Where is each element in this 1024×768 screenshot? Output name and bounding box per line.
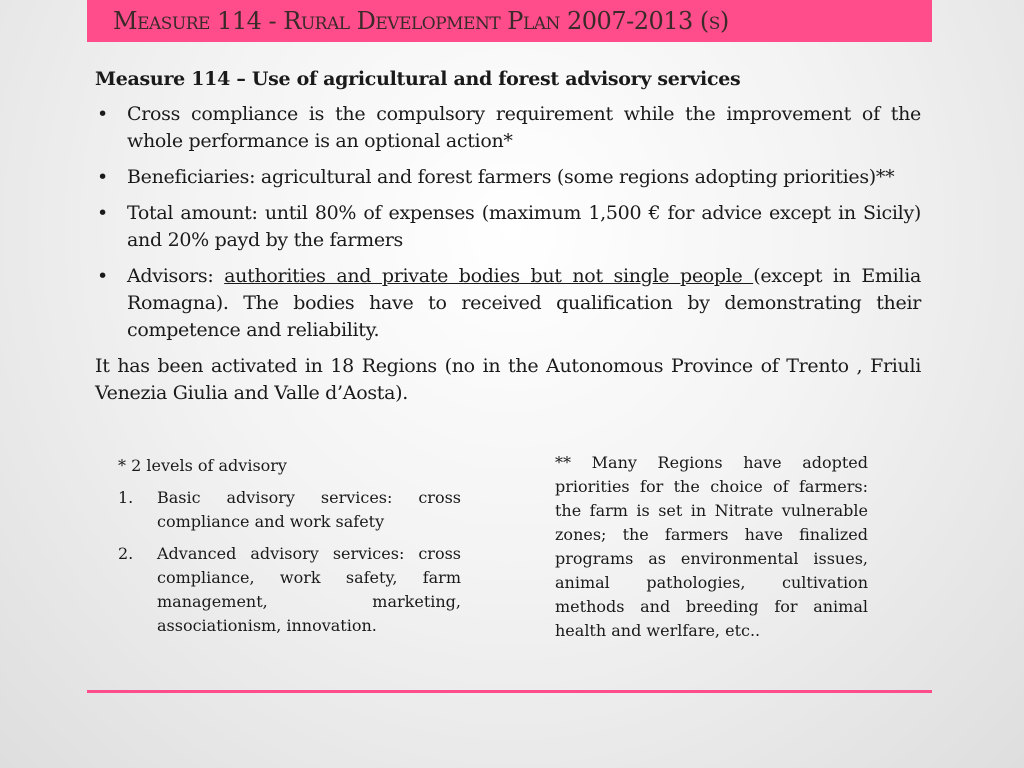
footnote-priorities: ** Many Regions have adopted priorities for the choice of farmers: the farm is set in Nitrate vulnerable zones; the farmers have finalized programs as environmental issues, animal pathologies, cultivation methods and breeding for animal health and werlfare, etc.. xyxy=(555,453,868,640)
section-heading: Measure 114 – Use of agricultural and forest advisory services xyxy=(95,68,741,90)
list-number: 2. xyxy=(118,544,134,563)
advisors-prefix: Advisors: xyxy=(127,265,225,287)
footnote-advisory-levels xyxy=(118,454,461,646)
bullet-text: Beneficiaries: agricultural and forest farmers (some regions adopting priorities)** xyxy=(127,166,895,188)
main-content xyxy=(95,66,921,407)
bullet-item xyxy=(95,101,921,155)
bullet-dot: • xyxy=(97,202,108,224)
list-item xyxy=(118,542,461,638)
bullet-item xyxy=(95,200,921,254)
footnote-title: * 2 levels of advisory xyxy=(118,456,287,475)
list-text: Advanced advisory services: cross compliance, work safety, farm management, marketing, associationism, innovation. xyxy=(157,544,461,635)
bottom-divider xyxy=(87,690,932,693)
title-bar xyxy=(87,0,932,42)
bullet-dot: • xyxy=(97,166,108,188)
list-item xyxy=(118,486,461,534)
bullet-item-advisors xyxy=(95,263,921,344)
bullet-list xyxy=(95,101,921,344)
bullet-text: Cross compliance is the compulsory requirement while the improvement of the whole performance is an optional action* xyxy=(127,103,921,152)
bullet-dot: • xyxy=(97,265,108,287)
list-text: Basic advisory services: cross compliance and work safety xyxy=(157,488,461,531)
bullet-text: Total amount: until 80% of expenses (maximum 1,500 € for advice except in Sicily) and 20% payd by the farmers xyxy=(127,202,921,251)
advisors-underlined: authorities and private bodies but not single people xyxy=(224,265,754,287)
advisors-suffix: (except in Emilia Romagna). The bodies have to received qualification by demonstrating their competence and reliability. xyxy=(127,265,921,341)
advisory-levels-list xyxy=(118,486,461,638)
list-number: 1. xyxy=(118,488,134,507)
bullet-dot: • xyxy=(97,103,108,125)
slide-title: Measure 114 - Rural Development Plan 2007-2013 (s) xyxy=(113,7,729,35)
bullet-item xyxy=(95,164,921,191)
closing-paragraph: It has been activated in 18 Regions (no in the Autonomous Province of Trento , Friuli Venezia Giulia and Valle d’Aosta). xyxy=(95,355,921,404)
